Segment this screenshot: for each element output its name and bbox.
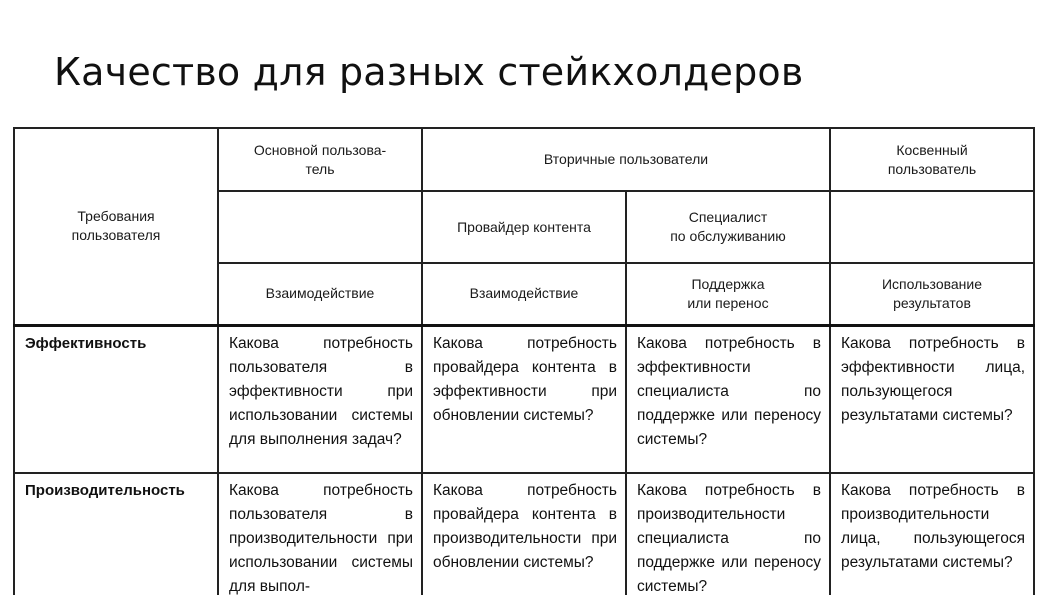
table-cell: Какова потребность в эффективности лица, пользующегося результатами системы?: [830, 325, 1034, 473]
indirect-activity-header-line-1: Использование: [881, 275, 983, 292]
primary-activity-header: [218, 263, 422, 325]
table-cell: Какова потребность в эффективности специалиста по поддержке или переносу системы?: [626, 325, 830, 473]
corner-header-cell: [14, 128, 218, 325]
indirect-activity-header-line-2: результатов: [893, 294, 971, 311]
content-provider-activity-header: [422, 263, 626, 325]
maintenance-activity-header-line-1: Поддержка: [691, 275, 765, 292]
table-cell: Какова потребность пользователя в эффективности при использовании системы для выполнения задач?: [218, 325, 422, 473]
primary-activity-header-label: Взаимодействие: [265, 285, 375, 302]
content-provider-activity-header-label: Взаимодействие: [469, 285, 579, 302]
indirect-activity-header: [830, 263, 1034, 325]
table-cell: Какова потребность в производительности специалиста по поддержке или переносу системы?: [626, 473, 830, 595]
primary-user-header-line-1: Основной пользова-: [253, 141, 387, 158]
secondary-users-header-label: Вторичные пользователи: [543, 151, 709, 167]
table-row: [14, 473, 1034, 595]
indirect-user-subheader-empty: [830, 191, 1034, 263]
primary-user-subheader-empty: [218, 191, 422, 263]
header-row-groups: [14, 128, 1034, 191]
maintenance-specialist-header-line-1: Специалист: [688, 209, 768, 225]
indirect-user-header-line-1: Косвенный: [896, 141, 968, 158]
maintenance-activity-header-line-2: или перенос: [687, 294, 769, 311]
row-header-productivity: Производительность: [14, 473, 218, 595]
table-cell: Какова потребность в производительности лица, пользующегося результатами системы?: [830, 473, 1034, 595]
maintenance-specialist-header: [626, 191, 830, 263]
table-row: [14, 325, 1034, 473]
page-title: Качество для разных стейкхолдеров: [54, 50, 804, 94]
indirect-user-header: [830, 128, 1034, 191]
corner-header-line-2: пользователя: [71, 227, 161, 244]
table-cell: Какова потребность пользователя в производительности при использовании системы для выпол-: [218, 473, 422, 595]
secondary-users-header: [422, 128, 830, 191]
content-provider-header: [422, 191, 626, 263]
table-cell: Какова потребность провайдера контента в производительности при обновлении системы?: [422, 473, 626, 595]
requirements-table: [13, 127, 1035, 595]
maintenance-specialist-header-line-2: по обслуживанию: [670, 228, 786, 244]
corner-header-line-1: Требования: [77, 208, 155, 225]
primary-user-header-line-2: тель: [305, 160, 335, 177]
primary-user-header: [218, 128, 422, 191]
indirect-user-header-line-2: пользователь: [887, 160, 977, 177]
maintenance-activity-header: [626, 263, 830, 325]
row-header-efficiency: Эффективность: [14, 325, 218, 473]
content-provider-header-label: Провайдер контента: [457, 218, 591, 235]
table-cell: Какова потребность провайдера контента в эффективности при обновлении системы?: [422, 325, 626, 473]
